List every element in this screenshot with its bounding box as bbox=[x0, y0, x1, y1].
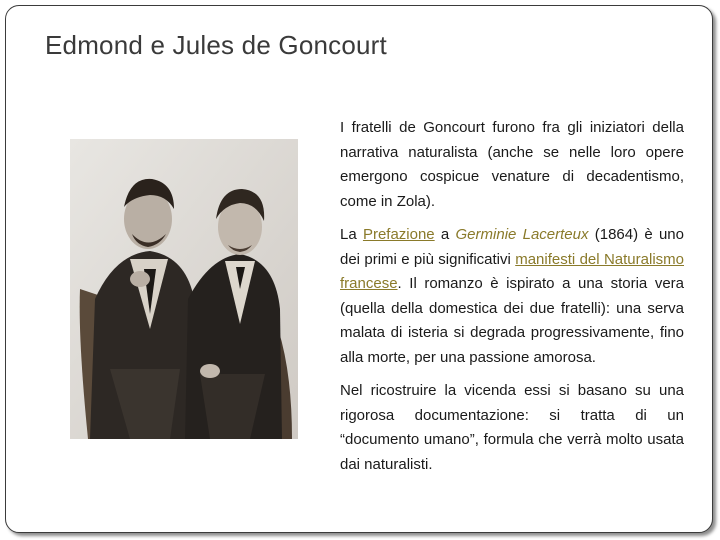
paragraph-2-text-3: (1864) è uno dei primi e più significativi bbox=[340, 226, 684, 268]
prefazione-link[interactable]: Prefazione bbox=[362, 226, 435, 243]
slide-title: Edmond e Jules de Goncourt bbox=[45, 30, 387, 60]
paragraph-2-text-4: . Il romanzo è ispirato a una storia vera (quella della domestica dei due fratelli): una serva malata di isteria si degrada progressivamente, fino alla morte, per una passione amorosa. bbox=[340, 275, 684, 366]
slide-body bbox=[340, 116, 684, 486]
paragraph-2 bbox=[340, 223, 684, 370]
paragraph-2-text-1: La bbox=[340, 226, 363, 243]
paragraph-1: I fratelli de Goncourt furono fra gli iniziatori della narrativa naturalista (anche se nelle loro opere emergono cospicue venature di decadentismo, come in Zola). bbox=[340, 119, 684, 210]
goncourt-brothers-photo bbox=[70, 139, 298, 439]
paragraph-3: Nel ricostruire la vicenda essi si basano su una rigorosa documentazione: si tratta di un “documento umano”, formula che verrà molto usata dai naturalisti. bbox=[340, 382, 684, 473]
paragraph-2-text-2: a bbox=[434, 226, 456, 243]
germinie-lacerteux-title: Germinie Lacerteux bbox=[455, 226, 589, 243]
manifesti-naturalismo-link[interactable]: manifesti del Naturalismo francese bbox=[340, 250, 684, 292]
